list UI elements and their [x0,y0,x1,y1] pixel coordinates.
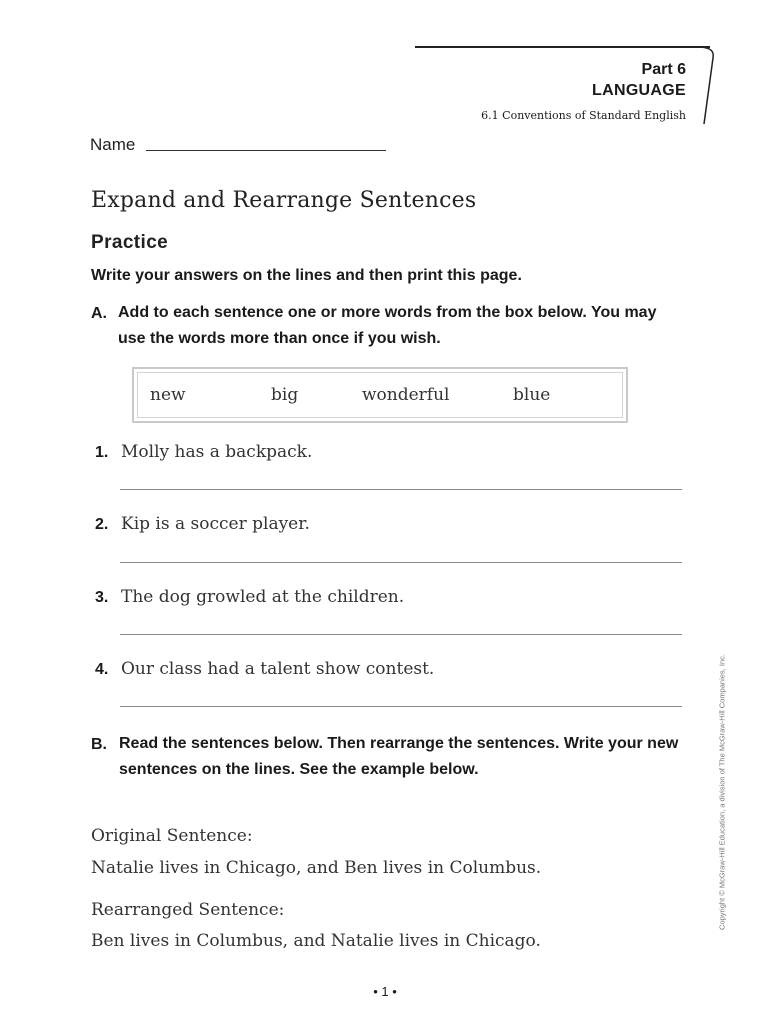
part-label: Part 6 [641,61,686,78]
item-number: 2. [95,516,109,533]
item-sentence: Our class had a talent show contest. [121,659,435,679]
item-number: 3. [95,589,109,606]
word-box-item: wonderful [362,385,450,405]
answer-line[interactable] [120,489,682,490]
section-heading: LANGUAGE [592,82,686,99]
page-title: Expand and Rearrange Sentences [91,188,477,213]
rearranged-sentence: Ben lives in Columbus, and Natalie lives in Chicago. [91,931,541,951]
instructions: Write your answers on the lines and then print this page. [91,267,522,284]
header-bracket [700,46,716,126]
answer-line[interactable] [120,634,682,635]
answer-line[interactable] [120,706,682,707]
item-number: 1. [95,444,109,461]
word-box-item: new [150,385,186,405]
original-sentence: Natalie lives in Chicago, and Ben lives in Columbus. [91,858,542,878]
rearranged-label: Rearranged Sentence: [91,900,285,920]
item-sentence: Kip is a soccer player. [121,514,310,534]
copyright-notice: Copyright © McGraw-Hill Education, a division of The McGraw-Hill Companies, Inc. [717,654,727,930]
answer-line[interactable] [120,562,682,563]
section-a-letter: A. [91,305,107,322]
name-field-line[interactable] [146,150,386,151]
original-label: Original Sentence: [91,826,253,846]
name-label: Name [90,135,136,154]
item-sentence: Molly has a backpack. [121,442,313,462]
section-b-directions: Read the sentences below. Then rearrange the sentences. Write your new sentences on the lines. See the example below. [119,735,679,778]
section-b-letter: B. [91,736,107,753]
item-sentence: The dog growled at the children. [121,587,405,607]
page-number: • 1 • [373,984,397,999]
item-number: 4. [95,661,109,678]
practice-heading: Practice [91,232,169,253]
section-a-directions: Add to each sentence one or more words from the box below. You may use the words more than once if you wish. [118,304,657,347]
word-box-item: big [271,385,299,405]
header-rule [415,46,710,48]
word-box-item: blue [513,385,551,405]
standard-label: 6.1 Conventions of Standard English [481,109,686,122]
